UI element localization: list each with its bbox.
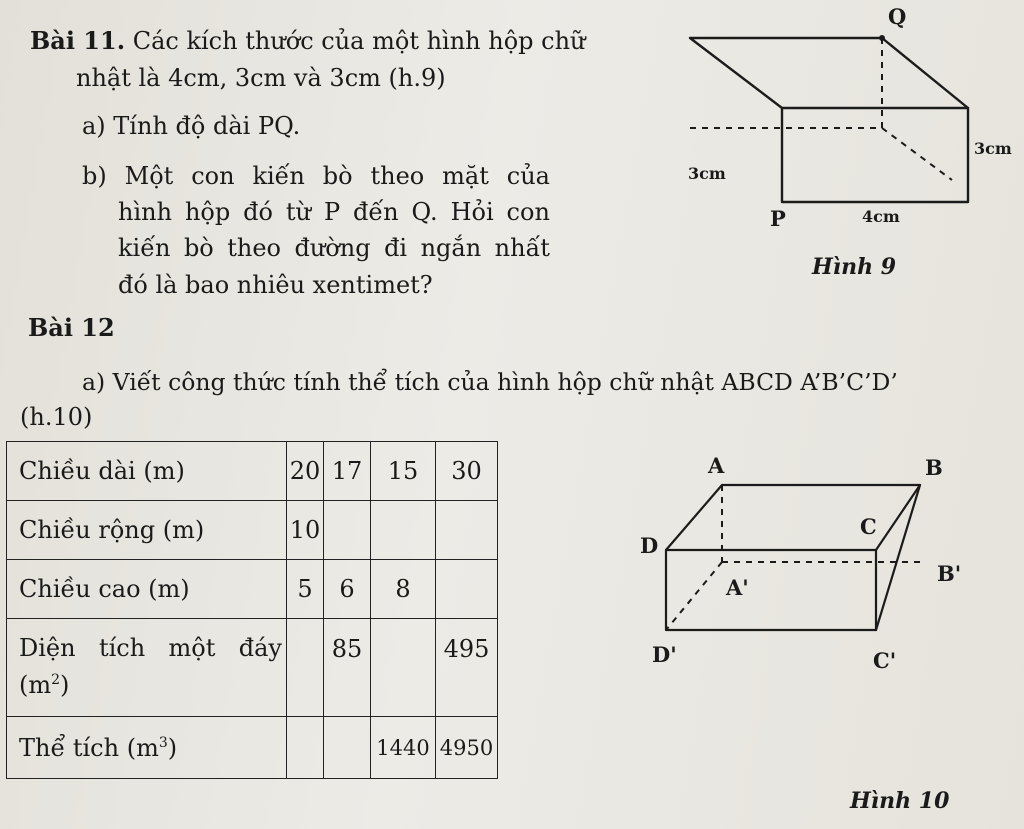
word: theo <box>227 234 281 262</box>
bai11-part-b-line4: đó là bao nhiêu xentimet? <box>118 271 433 299</box>
bai11-part-a: a) Tính độ dài PQ. <box>82 112 301 140</box>
table-row <box>7 501 498 560</box>
dimension-table <box>6 441 498 779</box>
table-cell: 5 <box>287 560 324 619</box>
fig9-outline <box>690 38 968 202</box>
table-cell: 8 <box>371 560 436 619</box>
word: của <box>506 162 550 190</box>
word: kiến <box>252 162 305 190</box>
word: đi <box>384 234 408 262</box>
table-cell: 4950 <box>436 717 498 779</box>
word: Q. <box>411 198 438 226</box>
word: tích <box>98 634 146 662</box>
fig10-label-c1: C' <box>873 648 897 673</box>
fig9-point-q <box>879 35 885 41</box>
unit-exponent: 3 <box>158 734 168 751</box>
word: b) <box>82 162 107 190</box>
word: con <box>506 198 550 226</box>
word: từ <box>285 198 312 226</box>
figure-10-box <box>650 470 950 650</box>
bai11-part-b-line1 <box>82 161 550 191</box>
bai11-title: Bài 11. <box>30 26 126 55</box>
fig10-edge-cb <box>876 485 920 550</box>
table-cell: 15 <box>371 442 436 501</box>
bai12-title: Bài 12 <box>28 313 115 342</box>
table-cell <box>371 619 436 717</box>
table-cell <box>436 501 498 560</box>
fig10-label-c: C <box>860 514 877 539</box>
word: hộp <box>184 198 231 226</box>
word: bò <box>183 234 214 262</box>
unit-close: ) <box>167 733 178 762</box>
word: Diện <box>19 634 76 662</box>
bai12-part-a: a) Viết công thức tính thể tích của hình hộp chữ nhật ABCD A’B’C’D’ <box>82 368 898 396</box>
fig9-label-q: Q <box>888 4 907 29</box>
word: hình <box>118 198 173 226</box>
table-row <box>7 619 498 717</box>
bai11-intro: Các kích thước của một hình hộp chữ <box>132 27 586 55</box>
table-cell: 17 <box>324 442 371 501</box>
table-cell <box>436 560 498 619</box>
word: theo <box>370 162 425 190</box>
word: bò <box>322 162 353 190</box>
fig9-dim-left: 3cm <box>688 164 726 183</box>
word: mặt <box>442 162 489 190</box>
fig10-label-d: D <box>640 533 659 558</box>
base-area-words <box>19 633 282 663</box>
fig9-dim-right: 3cm <box>974 139 1012 158</box>
fig10-label-b1: B' <box>937 561 962 586</box>
bai11-part-b-line3 <box>118 233 550 263</box>
word: kiến <box>118 234 171 262</box>
word: Một <box>124 162 174 190</box>
word: một <box>168 634 216 662</box>
unit-text: (m <box>19 671 52 699</box>
fig10-label-d1: D' <box>652 642 677 667</box>
row-label-volume <box>7 717 287 779</box>
row-label: Chiều dài (m) <box>7 442 287 501</box>
word: đến <box>353 198 399 226</box>
table-row <box>7 717 498 779</box>
table-cell: 1440 <box>371 717 436 779</box>
table-cell <box>371 501 436 560</box>
word: đáy <box>238 634 282 662</box>
table-row <box>7 442 498 501</box>
unit-exponent: 2 <box>51 672 61 688</box>
row-label: Chiều cao (m) <box>7 560 287 619</box>
table-row <box>7 560 498 619</box>
figure-9-box <box>660 20 1010 230</box>
word: Hỏi <box>450 198 494 226</box>
fig10-label-b: B <box>925 455 943 480</box>
table-cell: 10 <box>287 501 324 560</box>
word: đường <box>294 234 371 262</box>
table-cell: 495 <box>436 619 498 717</box>
word: đó <box>243 198 273 226</box>
fig9-caption: Hình 9 <box>812 254 897 280</box>
fig9-dim-bottom: 4cm <box>862 207 900 226</box>
bai11-line1 <box>30 26 586 56</box>
fig10-label-a: A <box>708 453 725 478</box>
row-label-base-area <box>7 619 287 717</box>
bai11-line2: nhật là 4cm, 3cm và 3cm (h.9) <box>76 64 446 92</box>
bai12-fig-ref: (h.10) <box>20 403 93 431</box>
fig10-hidden-a1d1 <box>666 562 722 630</box>
table-cell: 6 <box>324 560 371 619</box>
word: con <box>191 162 235 190</box>
fig9-label-p: P <box>770 206 786 231</box>
volume-label-text: Thể tích (m <box>19 733 159 762</box>
table-cell: 20 <box>287 442 324 501</box>
table-cell: 85 <box>324 619 371 717</box>
word: nhất <box>494 234 550 262</box>
fig9-hidden-diagonal <box>882 128 952 180</box>
unit-close: ) <box>60 671 70 699</box>
bai11-part-b-line2 <box>118 197 550 227</box>
fig10-label-a1: A' <box>726 575 749 600</box>
word: P <box>323 198 341 226</box>
table-cell <box>287 619 324 717</box>
table-cell <box>324 717 371 779</box>
row-label: Chiều rộng (m) <box>7 501 287 560</box>
table-cell <box>324 501 371 560</box>
word: ngắn <box>420 234 482 262</box>
fig10-caption: Hình 10 <box>850 788 950 814</box>
table-cell <box>287 717 324 779</box>
fig10-outline <box>666 485 920 630</box>
base-area-unit <box>19 663 282 702</box>
table-cell: 30 <box>436 442 498 501</box>
